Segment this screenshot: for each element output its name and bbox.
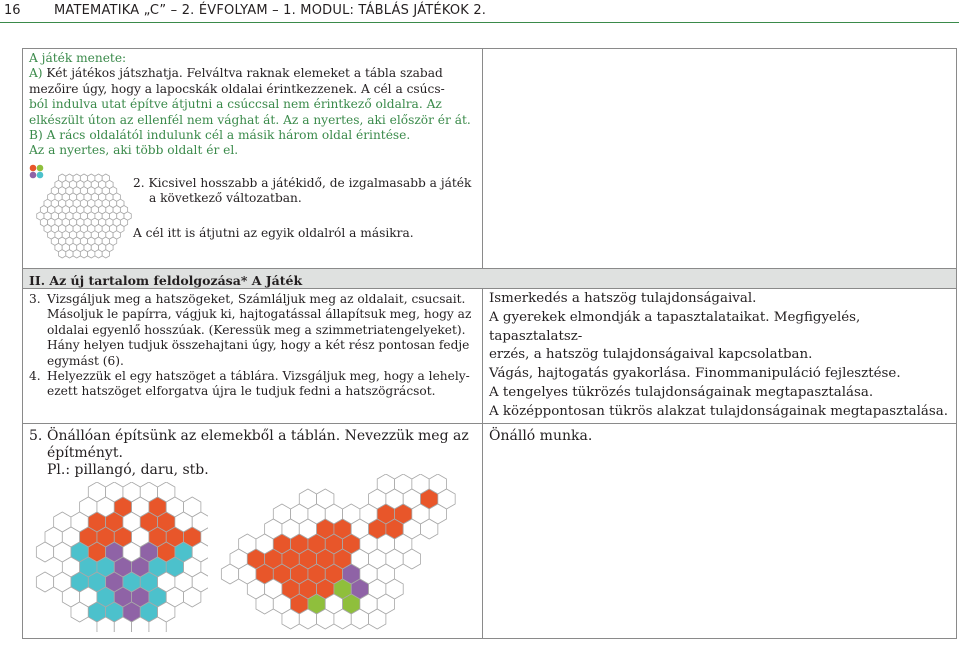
board-hex-cell	[124, 212, 131, 220]
rule-b-label: B)	[29, 128, 43, 143]
page-header-title: MATEMATIKA „C” – 2. ÉVFOLYAM – 1. MODUL: TÁBLÁS JÁTÉKOK 2.	[54, 3, 487, 18]
butterfly-hexagon-figure	[33, 482, 208, 632]
page-number: 16	[4, 3, 21, 18]
notes-5-cell	[483, 424, 957, 639]
header-rule	[0, 22, 959, 23]
empty-notes-cell	[483, 49, 957, 269]
lesson-table	[22, 48, 957, 639]
game-heading: A játék menete:	[29, 51, 127, 65]
game-rules-cell: A játék menete: A) Két játékos játszhatja. Felváltva raknak elemeket a tábla szabad mezőire úgy, hogy a lapocskák oldalai érintkezzenek. A cél a csúcs- ból indulva utat építve átjutni a csúccsal nem érintkező oldalra. Az elkészült úton az ellenfél nem vághat át. Az a nyertes, aki először ér át. B) A rács oldalától indulunk cél a másik három oldal érintése. Az a nyertes, aki több oldalt ér el. 2. Kicsivel hosszabb a játékidő, de izgalmasabb a játék a következő változatban. A cél itt is átjutni az egyik oldalról a másikra.	[23, 49, 483, 269]
notes-3-4	[489, 289, 950, 422]
item-3: 3. Vizsgáljuk meg a hatszögeket, Számláljuk meg az oldalait, csucsait.	[29, 292, 466, 306]
rule-a: A) Két játékos játszhatja. Felváltva raknak elemeket a tábla szabad	[29, 66, 443, 81]
page-header	[0, 0, 959, 22]
note-line: erzés, a hatszög tulajdonságaival kapcsolatban.	[489, 347, 813, 363]
note-line: A tengelyes tükrözés tulajdonságainak megtapasztalása.	[489, 384, 874, 400]
note-independent-work: Önálló munka.	[489, 428, 593, 444]
rule-a-label: A)	[29, 66, 43, 81]
butterfly-hex-cell	[36, 572, 53, 592]
hexagon-board-icon	[29, 164, 139, 264]
section-title: II. Az új tartalom feldolgozása* A Játék	[29, 273, 303, 288]
note-line: A gyerekek elmondják a tapasztalataikat. Megfigyelés, tapasztalatsz-	[489, 309, 861, 344]
note-line: A középpontosan tükrös alakzat tulajdonságainak megtapasztalása.	[489, 403, 948, 419]
item-5: 5. Önállóan építsünk az elemekből a táblán. Nevezzük meg az	[29, 428, 469, 444]
activity-5-cell: 5. Önállóan építsünk az elemekből a táblán. Nevezzük meg az építményt. Pl.: pillangó, daru, stb.	[23, 424, 483, 639]
note-line: Ismerkedés a hatszög tulajdonságaival.	[489, 291, 757, 306]
section-header	[23, 269, 957, 289]
game-goal: A cél itt is átjutni az egyik oldalról a másikra.	[133, 225, 414, 240]
rule-b: B) A rács oldalától indulunk cél a másik három oldal érintése.	[29, 128, 411, 143]
variant-number: 2.	[133, 176, 145, 190]
activities-3-4-cell: 3. Vizsgáljuk meg a hatszögeket, Számláljuk meg az oldalait, csucsait. Másoljuk le papírra, vágjuk ki, hajtogatással állapítsuk meg, hogy az oldalai egyenlő hosszúak. (Keressük meg a szimmetriatengelyeket). Hány helyen tudjuk összehajtani úgy, hogy a két rész pontosan fedje egymást (6). 4. Helyezzük el egy hatszöget a táblára. Vizsgáljuk meg, hogy a lehely- ezett hatszöget elforgatva újra le tudjuk fedni a hatszögrácsot.	[23, 289, 483, 424]
notes-3-4-cell	[483, 289, 957, 424]
note-line: Vágás, hajtogatás gyakorlása. Finommanipuláció fejlesztése.	[489, 366, 901, 382]
crane-hexagon-figure	[218, 474, 458, 634]
item-4: 4. Helyezzük el egy hatszöget a táblára. Vizsgáljuk meg, hogy a lehely-	[29, 369, 470, 384]
